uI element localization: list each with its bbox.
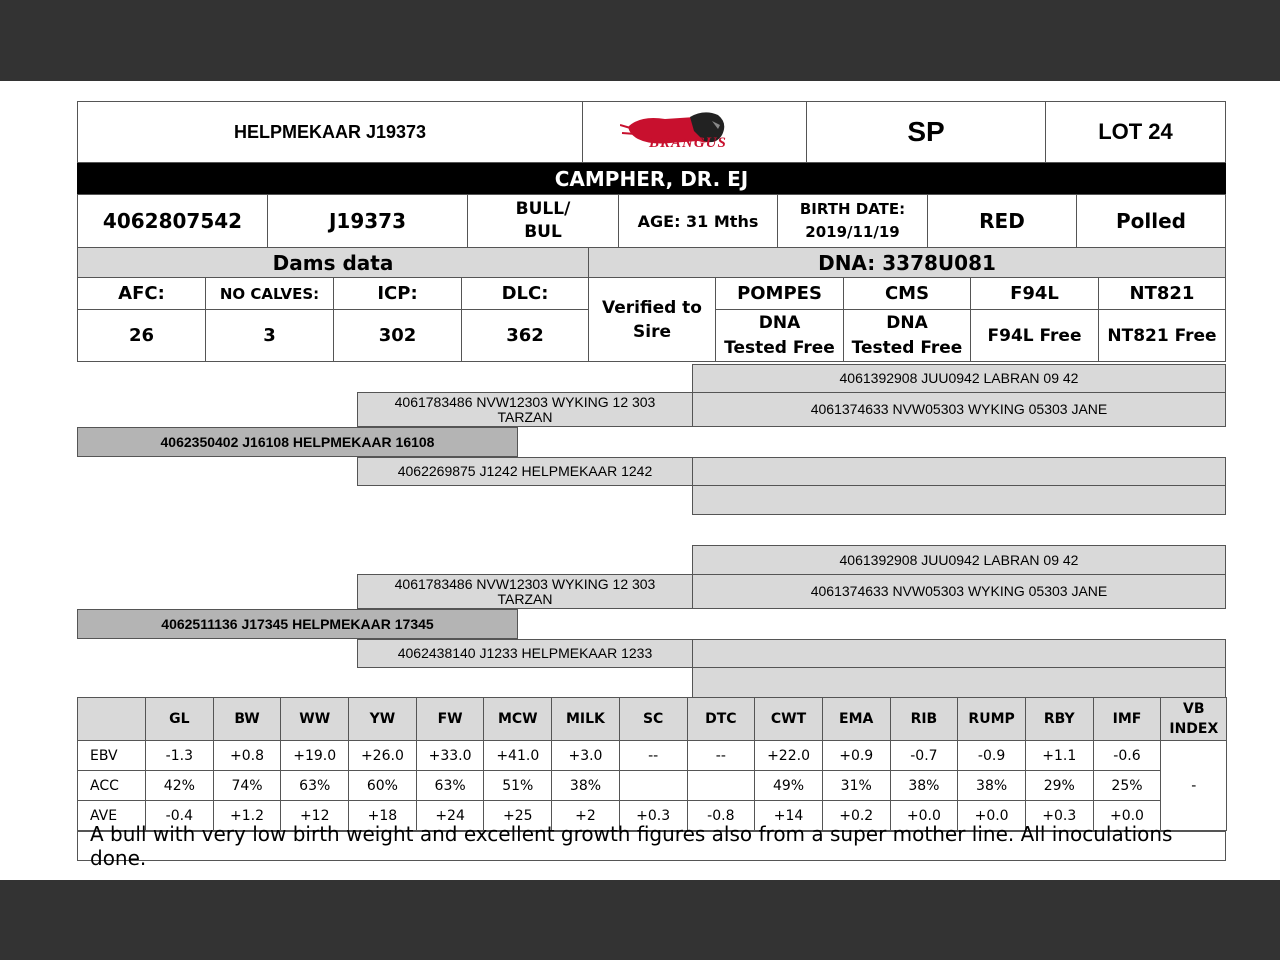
cms-header [843,277,971,310]
table-cell: +0.8 [213,741,281,771]
table-cell: +25 [484,801,552,831]
table-cell: -1.3 [146,741,214,771]
pedigree-text: 4061392908 JUU0942 LABRAN 09 42 [839,370,1079,386]
no-calves-label: NO CALVES: [219,284,320,303]
table-row [78,771,1227,801]
afc-value: 26 [128,325,155,346]
table-cell: +3.0 [552,741,620,771]
birth-date: 2019/11/19 [805,223,900,241]
trait-header: DTC [687,698,755,741]
table-cell: +0.0 [958,801,1026,831]
verified-line1: Verified to [602,297,702,318]
vb-index-value: - [1161,741,1227,831]
pedigree-text: TARZAN [497,590,553,607]
lot-number: LOT 24 [1098,119,1173,144]
birth-date-label: BIRTH DATE: [799,200,906,218]
trait-header: MILK [552,698,620,741]
table-cell: 38% [552,771,620,801]
colour-cell [927,194,1077,248]
nt821-value-cell [1098,309,1226,362]
no-calves-value: 3 [263,325,276,346]
animal-name-cell [77,101,583,163]
ebv-table [77,697,1227,831]
pedigree-text: 4062438140 J1233 HELPMEKAAR 1233 [397,645,653,661]
table-cell: +14 [755,801,823,831]
table-cell: -0.9 [958,741,1026,771]
cms-value-cell [843,309,971,362]
horn-status: Polled [1116,209,1186,233]
verified-cell [588,277,716,362]
table-cell: 31% [822,771,890,801]
afc-value-cell [77,309,206,362]
ebv-header-row [78,698,1227,741]
trait-header: EMA [822,698,890,741]
remarks-text: A bull with very low birth weight and excellent growth figures also from a super mother line. All inoculations done. [90,822,1173,870]
ebv-corner-cell [78,698,146,741]
reg-number: 4062807542 [102,209,243,233]
table-cell: -0.6 [1093,741,1161,771]
dna-label: DNA: 3378U081 [818,250,996,275]
table-cell: +33.0 [416,741,484,771]
pedigree-sire [77,427,518,457]
cms-label: CMS [884,283,930,304]
owner-name: CAMPHER, DR. EJ [554,167,749,191]
table-cell: +26.0 [349,741,417,771]
pedigree-text: 4062269875 J1242 HELPMEKAAR 1242 [397,463,653,479]
dlc-header [461,277,589,310]
table-cell: -0.7 [890,741,958,771]
age: AGE: 31 Mths [637,211,759,231]
animal-name: HELPMEKAAR J19373 [233,121,427,142]
table-cell: 51% [484,771,552,801]
afc-header [77,277,206,310]
pedigree-dam-sire-sire [692,545,1226,575]
cms-line2: Tested Free [851,337,963,358]
pedigree-text: 4061783486 NVW12303 WYKING 12 303 [394,393,656,410]
pedigree-text: 4062511136 J17345 HELPMEKAAR 17345 [161,615,434,632]
pedigree-dam-sire [357,574,693,609]
table-cell [687,771,755,801]
pompes-label: POMPES [737,283,822,304]
vb-index-line2: INDEX [1169,721,1219,737]
pedigree-sire-dam [357,457,693,486]
no-calves-header [205,277,334,310]
nt821-value: NT821 Free [1107,325,1217,346]
horn-cell [1076,194,1226,248]
status-code: SP [907,116,945,147]
tattoo: J19373 [328,209,407,233]
table-cell: 63% [416,771,484,801]
trait-header: CWT [755,698,823,741]
table-cell: -- [687,741,755,771]
nt821-header [1098,277,1226,310]
pedigree-sire-sire-sire [692,364,1226,393]
table-cell: +0.3 [1025,801,1093,831]
pedigree-sire-sire-dam [692,392,1226,427]
f94l-value-cell [970,309,1099,362]
table-cell [619,771,687,801]
verified-line2: Sire [633,321,671,342]
icp-value: 302 [378,325,417,346]
table-cell: 42% [146,771,214,801]
table-cell: +0.9 [822,741,890,771]
f94l-label: F94L [1010,283,1059,304]
pedigree-text: 4061392908 JUU0942 LABRAN 09 42 [839,551,1079,568]
table-cell: +18 [349,801,417,831]
remarks [77,822,1226,870]
table-cell: 25% [1093,771,1161,801]
afc-label: AFC: [118,283,165,304]
pompes-line2: Tested Free [724,337,835,358]
table-cell: 49% [755,771,823,801]
table-cell: +0.2 [822,801,890,831]
pedigree-text: 4061374633 NVW05303 WYKING 05303 JANE [810,583,1108,599]
table-cell: +19.0 [281,741,349,771]
table-cell: -- [619,741,687,771]
pedigree-dam-dam-sire [692,639,1226,668]
table-row [78,741,1227,771]
owner-bar [77,163,1226,195]
trait-header: RBY [1025,698,1093,741]
dlc-value-cell [461,309,589,362]
pedigree-sire-sire [357,392,693,427]
dams-data-label: Dams data [272,250,394,275]
status-cell [806,101,1046,163]
dams-data-title [77,247,589,278]
table-cell: 29% [1025,771,1093,801]
pedigree-text: TARZAN [497,408,553,425]
table-cell: -0.8 [687,801,755,831]
dlc-label: DLC: [501,283,549,304]
table-cell: +0.0 [1093,801,1161,831]
trait-header: YW [349,698,417,741]
table-cell: +41.0 [484,741,552,771]
pedigree-sire-dam-dam [692,485,1226,515]
table-cell: +1.2 [213,801,281,831]
trait-header: RIB [890,698,958,741]
table-cell: 60% [349,771,417,801]
dna-title [588,247,1226,278]
tattoo-cell [267,194,468,248]
sex-line2: BUL [524,222,562,242]
pedigree-text: 4061783486 NVW12303 WYKING 12 303 [394,575,656,592]
table-cell: 74% [213,771,281,801]
table-cell: +1.1 [1025,741,1093,771]
pedigree-dam [77,609,518,639]
table-cell: +24 [416,801,484,831]
trait-header: MCW [484,698,552,741]
pedigree-dam-dam-dam [692,667,1226,698]
trait-header: BW [213,698,281,741]
row-label: AVE [78,801,146,831]
age-cell [618,194,778,248]
f94l-header [970,277,1099,310]
pedigree-dam-dam [357,639,693,668]
trait-header: RUMP [958,698,1026,741]
brangus-logo [582,101,807,163]
pedigree-sire-dam-sire [692,457,1226,486]
cms-line1: DNA [886,312,928,333]
icp-label: ICP: [377,283,418,304]
trait-header: WW [281,698,349,741]
logo-text: BRANGUS [649,135,727,151]
trait-header: FW [416,698,484,741]
pedigree-text: 4061374633 NVW05303 WYKING 05303 JANE [810,401,1108,417]
sex-cell [467,194,619,248]
table-cell: +2 [552,801,620,831]
pompes-header [715,277,844,310]
table-cell: 38% [890,771,958,801]
vb-index-header [1161,698,1227,741]
table-cell: 63% [281,771,349,801]
table-cell: +0.3 [619,801,687,831]
pompes-line1: DNA [758,312,801,333]
table-cell: 38% [958,771,1026,801]
table-cell: +12 [281,801,349,831]
pedigree-text: 4062350402 J16108 HELPMEKAAR 16108 [160,433,435,450]
row-label: ACC [78,771,146,801]
f94l-value: F94L Free [987,325,1082,346]
nt821-label: NT821 [1129,283,1195,304]
dlc-value: 362 [506,325,544,346]
no-calves-value-cell [205,309,334,362]
reg-number-cell [77,194,268,248]
trait-header: GL [146,698,214,741]
birth-date-cell [777,194,928,248]
icp-value-cell [333,309,462,362]
table-cell: -0.4 [146,801,214,831]
trait-header: IMF [1093,698,1161,741]
lot-cell [1045,101,1226,163]
table-cell: +0.0 [890,801,958,831]
vb-index-line1: VB [1183,701,1205,717]
colour: RED [979,209,1025,233]
sex-line1: BULL/ [515,199,571,219]
row-label: EBV [78,741,146,771]
icp-header [333,277,462,310]
table-cell: +22.0 [755,741,823,771]
pompes-value-cell [715,309,844,362]
trait-header: SC [619,698,687,741]
pedigree-dam-sire-dam [692,574,1226,609]
